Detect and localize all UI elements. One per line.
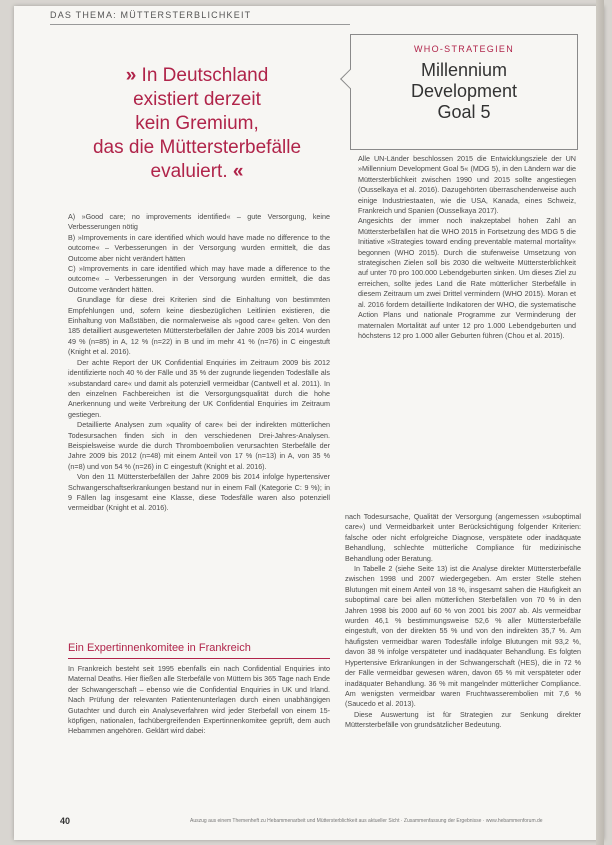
page-number: 40 bbox=[60, 816, 71, 826]
section-header: DAS THEMA: MÜTTERSTERBLICHKEIT bbox=[50, 10, 252, 20]
sidebar-title-line: Development bbox=[410, 81, 518, 101]
left-column-2 bbox=[68, 664, 330, 737]
body-paragraph: C) »Improvements in care identified which may have made a difference to the outcome« – Verbesserungen in der Versorgung wurden ermittelt, die das Outcome verändert hätten. bbox=[68, 264, 330, 294]
page-gutter bbox=[596, 0, 604, 845]
body-paragraph: Detaillierte Analysen zum »quality of care« bei der indirekten mütterlichen Todesursachen finden sich in den verschiedenen Drei-Jahres-Analysen. Beispielsweise wurde die durch Thromboembolien verursachten Sterbefälle der Jahre 2009 bis 2012 (n=48) mit einem Anteil von 17 % (n=13) in A, von 35 % (n=8) und von 54 % (n=26) in C eingestuft (Knight et al. 2016). bbox=[68, 420, 330, 471]
body-paragraph: In Tabelle 2 (siehe Seite 13) ist die Analyse direkter Müttersterbefälle zwischen 1998 und 2007 wiedergegeben. Am erster Stelle stehen Blutungen mit einem Anteil von 18 %, insgesamt sahen die Häufigkeit an suboptimal care bei allen mütterlichen Sterbefällen von 70 % in den Jahren 1998 bis 2000 auf 60 % von 2001 bis 2007 ab. Als vermeidbar wurden 46,1 % bestimmungsweise 52,6 % aller Müttersterbefälle eingestuft, von der direkten 55 % und von den indirekten 35,7 %. Am häufigsten vermeidbar waren Todesfälle infolge Blutungen mit 93,2 %, davon 38 % infolge verspäteter und inadäquater Behandlung. Es folgten Hypertensive Erkrankungen in der Schwangerschaft (HES), die in 72 % der Fälle vermeidbar gewesen wären, davon 65 % mit verspäteter oder inadäquater Behandlung. 36 % mit mangelnder mütterlicher Compliance. Am wenigsten vermeidbar waren Fruchtwasserembolien mit 7,6 % (Saucedo et al. 2013). bbox=[345, 564, 581, 709]
sidebar-title bbox=[350, 60, 578, 123]
sidebar-title-line: Millennium bbox=[420, 60, 508, 80]
left-column bbox=[68, 212, 330, 514]
header-rule bbox=[50, 24, 350, 25]
body-paragraph: In Frankreich besteht seit 1995 ebenfalls ein nach Confidential Enquiries into Maternal Deaths. Hier fließen alle Sterbefälle von Müttern bis 365 Tage nach Ende der Schwangerschaft – ebenso wie die Confidential Enquiries in UK und Irland. Nach Prüfung der relevanten Patientenunterlagen durch einen unabhängigen Gutachter und durch ein Analyseverfahren wird jeder Sterbefall von einem 15-köpfigen, nationalen, fachübergreifenden Expertinnenkomitee geprüft, dem auch Hebammen angehören. Geklärt wird dabei: bbox=[68, 664, 330, 736]
body-paragraph: nach Todesursache, Qualität der Versorgung (angemessen »suboptimal care«) und Vermeidbarkeit unter Berücksichtigung folgender Kriterien: falsche oder nicht erfolgreiche Diagnose, verspätete oder inadäquate Behandlung, schlechte mütterliche Compliance für medizinische Behandlung oder Beratung. bbox=[345, 512, 581, 563]
quote-line: das die Müttersterbefälle bbox=[92, 137, 302, 158]
quote-close-mark: « bbox=[232, 161, 244, 182]
body-paragraph: Grundlage für diese drei Kriterien sind die Einhaltung von bestimmten Empfehlungen und, sofern keine diesbezüglichen Leitlinien existieren, die Einhaltung von Maßstäben, die normalerweise als »good care« gelten. Von den 185 detailliert ausgewerteten Müttersterbefällen der Jahre 2009 bis 2014 wurden 49 % (n=85) in A, 12 % (n=22) in B und im mehr 41 % (n=76) in C eingestuft (Knight et al. 2016). bbox=[68, 295, 330, 357]
sidebar-paragraph: Alle UN-Länder beschlossen 2015 die Entwicklungsziele der UN »Millennium Development Goal 5« (MDG 5), in den Ländern war die Müttersterblichkeit zwischen 1990 und 2015 sollte angestiegen (Ousselkaya et al. 2016). Dazugehörten überraschenderweise auch einige Industriestaaten, wie die USA, Kanada, eines Schweiz, Frankreich und Spanien (Ousselkaya 2017). bbox=[358, 154, 576, 216]
section-title: Ein Expertinnenkomitee in Frankreich bbox=[68, 642, 251, 654]
sidebar-title-line: Goal 5 bbox=[437, 102, 491, 122]
body-paragraph: Der achte Report der UK Confidential Enquiries im Zeitraum 2009 bis 2012 identifizierte noch 40 % der Fälle und 35 % der zugrunde liegenden Todesfälle als »substandard care« und damit als potenziell vermeidbar (Cantwell et al. 2011). In den einzelnen Fachbereichen ist die Versorgungsqualität durch die hohe Anerkennung und weite Verbreitung der UK Confidential Enquiries im Zeitraum gestiegen. bbox=[68, 357, 330, 419]
body-paragraph: B) »Improvements in care identified which would have made no difference to the outcome« – Verbesserungen in der Versorgung wurden ermittelt, die das Outcome aber nicht verändert hätten bbox=[68, 232, 330, 263]
quote-line: existiert derzeit bbox=[133, 89, 261, 110]
body-paragraph: Von den 11 Müttersterbefällen der Jahre 2009 bis 2014 infolge hypertensiver Schwangerschaftserkrankungen bestand nur in einem Fall (Kategorie C: 9 %); in 9 Fällen lag insgesamt eine Klasse, diese Todesfälle waren also potenziell vermeidbar (Knight et al. 2016). bbox=[68, 472, 330, 513]
sidebar-body bbox=[358, 154, 576, 341]
body-paragraph: A) »Good care; no improvements identified« – gute Versorgung, keine Verbesserungen nötig bbox=[68, 212, 330, 232]
quote-line: In Deutschland bbox=[141, 65, 269, 86]
right-column bbox=[345, 512, 581, 731]
section-rule bbox=[68, 658, 330, 659]
quote-line: kein Gremium, bbox=[135, 113, 259, 134]
body-paragraph: Diese Auswertung ist für Strategien zur Senkung direkter Müttersterbefälle von grundsätzlicher Bedeutung. bbox=[345, 709, 581, 730]
footer-credit: Auszug aus einem Themenheft zu Hebammenarbeit und Müttersterblichkeit aus aktueller Sicht · Zusammenfassung der Ergebnisse · www.hebammenforum.de bbox=[190, 818, 543, 824]
sidebar-paragraph: Angesichts der immer noch inakzeptabel hohen Zahl an Müttersterbefällen hat die WHO 2015 in Fortsetzung des MDG 5 die Initiative »Strategies toward ending preventable maternal mortality« begonnen (WHO 2015). Durch die stufenweise Umsetzung von strategischen Zielen soll bis 2030 die weltweite Müttersterblichkeit auf unter 70 pro 100.000 Lebendgeburten sinken. Um dieses Ziel zu erreichen, sollte jedes Land die Rate mütterlicher Sterbefälle in diesem Zeitraum um zwei Drittel vermindern (WHO 2015). Moran et al. 2016 fordern detaillierte Indikatoren der WHO, die systematische Action Plans und nationale Programme zur Verminderung der maternalen Mortalität auf unter 12 pro 1.000 Lebendgeburten und höchstens 12 pro 1.000 aller Geburten führen (Chou et al. 2015). bbox=[358, 216, 576, 340]
quote-line: evaluiert. bbox=[150, 161, 228, 182]
sidebar-eyebrow: WHO-STRATEGIEN bbox=[413, 44, 515, 54]
pull-quote bbox=[62, 64, 332, 184]
quote-open-mark: » bbox=[125, 65, 137, 86]
